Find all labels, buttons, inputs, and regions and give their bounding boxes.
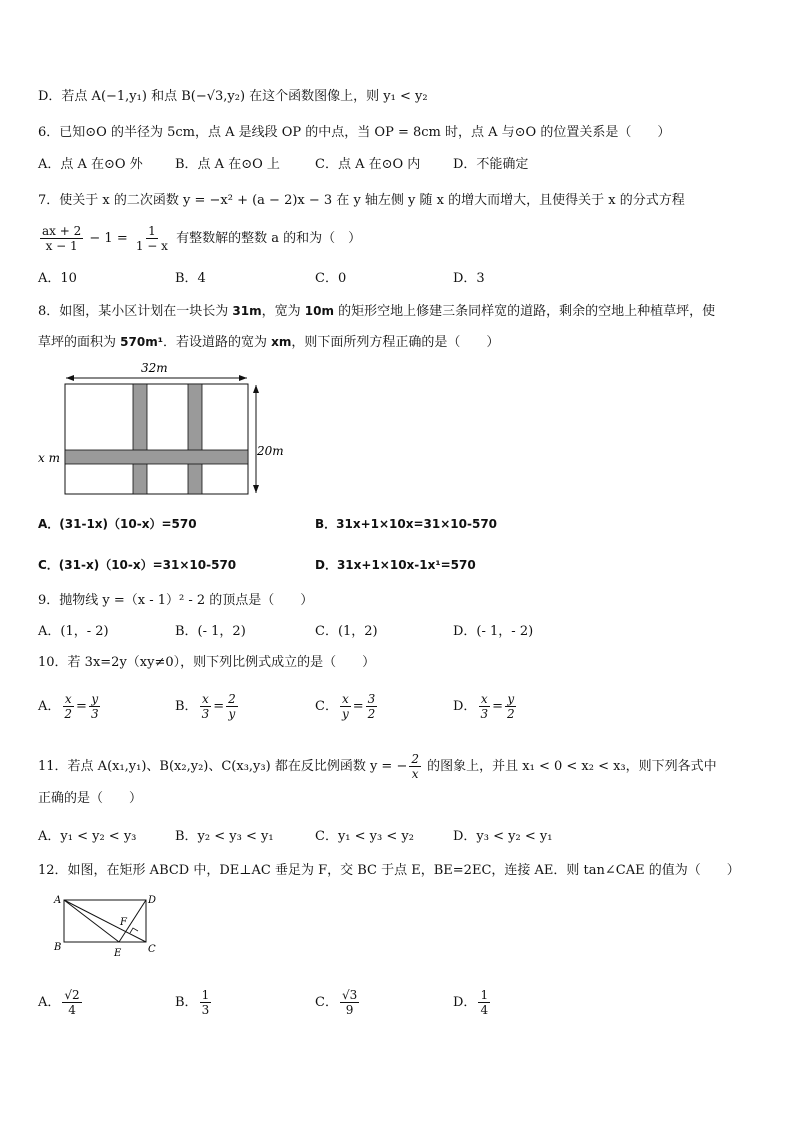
q12-label-b: B xyxy=(54,942,62,953)
q10-option-a: A． $\frac{x}{2}$ = $\frac{y}{3}$ xyxy=(38,692,99,721)
q12-rectangle-figure xyxy=(48,890,168,960)
q10-stem: 10．若 3x=2y（xy≠0），则下列比例式成立的是（ ） xyxy=(38,655,376,670)
q12-option-a: A． $\frac{√2}{4}$ xyxy=(38,988,80,1017)
q8-option-d: D．31x+1×10x-1x¹=570 xyxy=(315,558,476,572)
q11-option-b: B．y₂ < y₃ < y₁ xyxy=(175,829,274,844)
q12-label-e: E xyxy=(114,948,122,959)
q7-fraction-right: $\frac{1}{1 - x}$ xyxy=(135,224,168,253)
q6-option-b: B．点 A 在⊙O 上 xyxy=(175,157,280,172)
q11-stem-line1: 11．若点 A(x₁,y₁)、B(x₂,y₂)、C(x₃,y₃) 都在反比例函数 y = − $\frac{2}{x}$ 的图象上，并且 x₁ < 0 < x₂ < x₃，则下列各式中 xyxy=(38,752,717,781)
q11-stem-line2: 正确的是（ ） xyxy=(38,791,143,806)
q12-label-f: F xyxy=(120,917,127,928)
q9-option-d: D．(- 1，- 2) xyxy=(453,624,534,639)
q8-option-c: C．(31-x)（10-x）=31×10-570 xyxy=(38,558,237,572)
q7-eq-mid: − 1 = xyxy=(89,231,128,246)
q7-option-c: C．0 xyxy=(315,271,347,286)
q9-option-a: A．(1，- 2) xyxy=(38,624,109,639)
q11-option-c: C．y₁ < y₃ < y₂ xyxy=(315,829,414,844)
q7-equation-line xyxy=(38,224,361,253)
q8-stem-line2: 草坪的面积为 570m¹．若设道路的宽为 xm，则下面所列方程正确的是（ ） xyxy=(38,335,500,350)
q8-option-a: A．(31-1x)（10-x）=570 xyxy=(38,517,197,531)
q12-option-c: C． $\frac{√3}{9}$ xyxy=(315,988,358,1017)
q9-stem: 9．抛物线 y =（x - 1）² - 2 的顶点是（ ） xyxy=(38,593,314,608)
q12-option-b: B． $\frac{1}{3}$ xyxy=(175,988,210,1017)
q10-option-c: C． $\frac{x}{y}$ = $\frac{3}{2}$ xyxy=(315,692,376,721)
q5-option-d: D．若点 A(−1,y₁) 和点 B(−√3,y₂) 在这个函数图像上，则 y₁ < y₂ xyxy=(38,89,428,104)
q8-fig-label-left: x m xyxy=(38,451,60,465)
q7-fraction-left: $\frac{ax + 2}{x - 1}$ xyxy=(42,224,82,253)
q7-option-b: B．4 xyxy=(175,271,206,286)
q12-label-a: A xyxy=(54,895,62,906)
q8-fig-label-top: 32m xyxy=(141,361,168,375)
q8-fig-label-right: 20m xyxy=(257,444,284,458)
q12-stem: 12．如图，在矩形 ABCD 中，DE⊥AC 垂足为 F，交 BC 于点 E，BE=2EC，连接 AE．则 tan∠CAE 的值为（ ） xyxy=(38,863,740,878)
q12-label-c: C xyxy=(148,944,156,955)
q10-option-b: B． $\frac{x}{3}$ = $\frac{2}{y}$ xyxy=(175,692,236,721)
q8-road-figure xyxy=(36,358,286,500)
q7-stem-line1: 7．使关于 x 的二次函数 y = −x² + (a − 2)x − 3 在 y 轴左侧 y 随 x 的增大而增大，且使得关于 x 的分式方程 xyxy=(38,193,685,208)
q7-option-a: A．10 xyxy=(38,271,77,286)
q6-stem: 6．已知⊙O 的半径为 5cm，点 A 是线段 OP 的中点，当 OP = 8cm 时，点 A 与⊙O 的位置关系是（ ） xyxy=(38,125,671,140)
q7-stem-line2: 有整数解的整数 a 的和为（ ） xyxy=(176,231,362,246)
q11-option-d: D．y₃ < y₂ < y₁ xyxy=(453,829,553,844)
q6-option-c: C．点 A 在⊙O 内 xyxy=(315,157,421,172)
q9-option-b: B．(- 1，2) xyxy=(175,624,246,639)
q9-option-c: C．(1，2) xyxy=(315,624,378,639)
q6-option-a: A．点 A 在⊙O 外 xyxy=(38,157,143,172)
q12-option-d: D． $\frac{1}{4}$ xyxy=(453,988,489,1017)
q10-option-d: D． $\frac{x}{3}$ = $\frac{y}{2}$ xyxy=(453,692,515,721)
q6-option-d: D．不能确定 xyxy=(453,157,529,172)
q7-option-d: D．3 xyxy=(453,271,485,286)
q8-stem-line1: 8．如图，某小区计划在一块长为 31m，宽为 10m 的矩形空地上修建三条同样宽的道路，剩余的空地上种植草坪，使 xyxy=(38,304,716,319)
q12-label-d: D xyxy=(148,895,157,906)
q8-option-b: B．31x+1×10x=31×10-570 xyxy=(315,517,498,531)
q11-option-a: A．y₁ < y₂ < y₃ xyxy=(38,829,137,844)
